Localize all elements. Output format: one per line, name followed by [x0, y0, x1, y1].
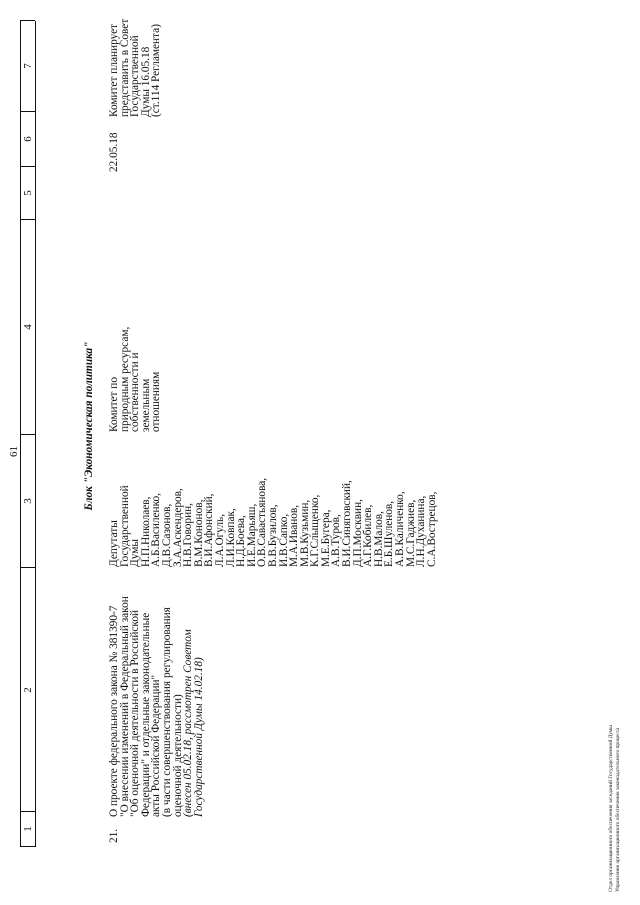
- column-number: 2: [22, 687, 34, 693]
- footer-line-2: Управления организационного обеспечения законодательного процесса: [615, 727, 621, 892]
- column-number: 1: [22, 826, 34, 832]
- header-col-divider: [20, 811, 35, 812]
- column-number: 3: [22, 498, 34, 504]
- column-number: 4: [22, 324, 34, 330]
- header-col-divider: [20, 166, 35, 167]
- header-col-divider: [20, 434, 35, 435]
- authors-list: Депутаты Государственной Думы Н.П.Николаев, А.Б.Василенко, Д.В.Сазонов, З.А.Аскендеров, Н.В.Говорин, В.М.Кононов, В.И.Афонский, Л.А.Огуль, Л.И.Ковпак, Н.Д.Боева, И.Е.Марьяш, О.В.Савастьянова, В.В.Бузилов, И.В.Сапко, М.А.Иванов, М.В.Кузьмин, К.Г.Слыщенко, М.Е.Бугера, А.В.Туров, В.И.Синяговский, Д.П.Москвин, А.Г.Кобилев, Н.В.Малов, Е.Б.Шуленов, А.В.Каличенко, М.С.Гаджиев, Л.Н.Духанина, С.А.Вострецов,: [108, 477, 438, 567]
- committee: Комитет по природным ресурсам, собственности и земельным отношениям: [108, 326, 163, 432]
- header-col-divider: [20, 20, 35, 21]
- bill-title: О проекте федерального закона № 381390-7 "О внесении изменений в Федеральный закон "Об оценочной деятельности в Российской Федерации" и отдельные законодательные акты Российской Федерации" (в части совершенствования регулирования оценочной деятельности): [108, 596, 184, 817]
- date: 22.05.18: [108, 132, 120, 172]
- column-number: 5: [22, 190, 34, 196]
- header-col-divider: [20, 219, 35, 220]
- row-number: 21.: [108, 828, 120, 843]
- header-col-divider: [20, 111, 35, 112]
- column-number: 6: [22, 136, 34, 142]
- header-col-divider: [20, 846, 35, 847]
- footer-line-1: Отдел организационного обеспечения заседаний Государственной Думы: [608, 725, 614, 892]
- column-number: 7: [22, 63, 34, 69]
- row-note: Комитет планирует представить в Совет Государственной Думы 16.05.18 (ст.114 Регламента): [108, 18, 163, 117]
- page-number: 61: [8, 446, 20, 457]
- block-heading: Блок "Экономическая политика": [83, 341, 95, 511]
- header-bottom-border: [35, 21, 36, 847]
- header-col-divider: [20, 567, 35, 568]
- bill-note: (внесен 05.02.18, рассмотрен Советом Государственной Думы 14.02.18): [182, 629, 205, 817]
